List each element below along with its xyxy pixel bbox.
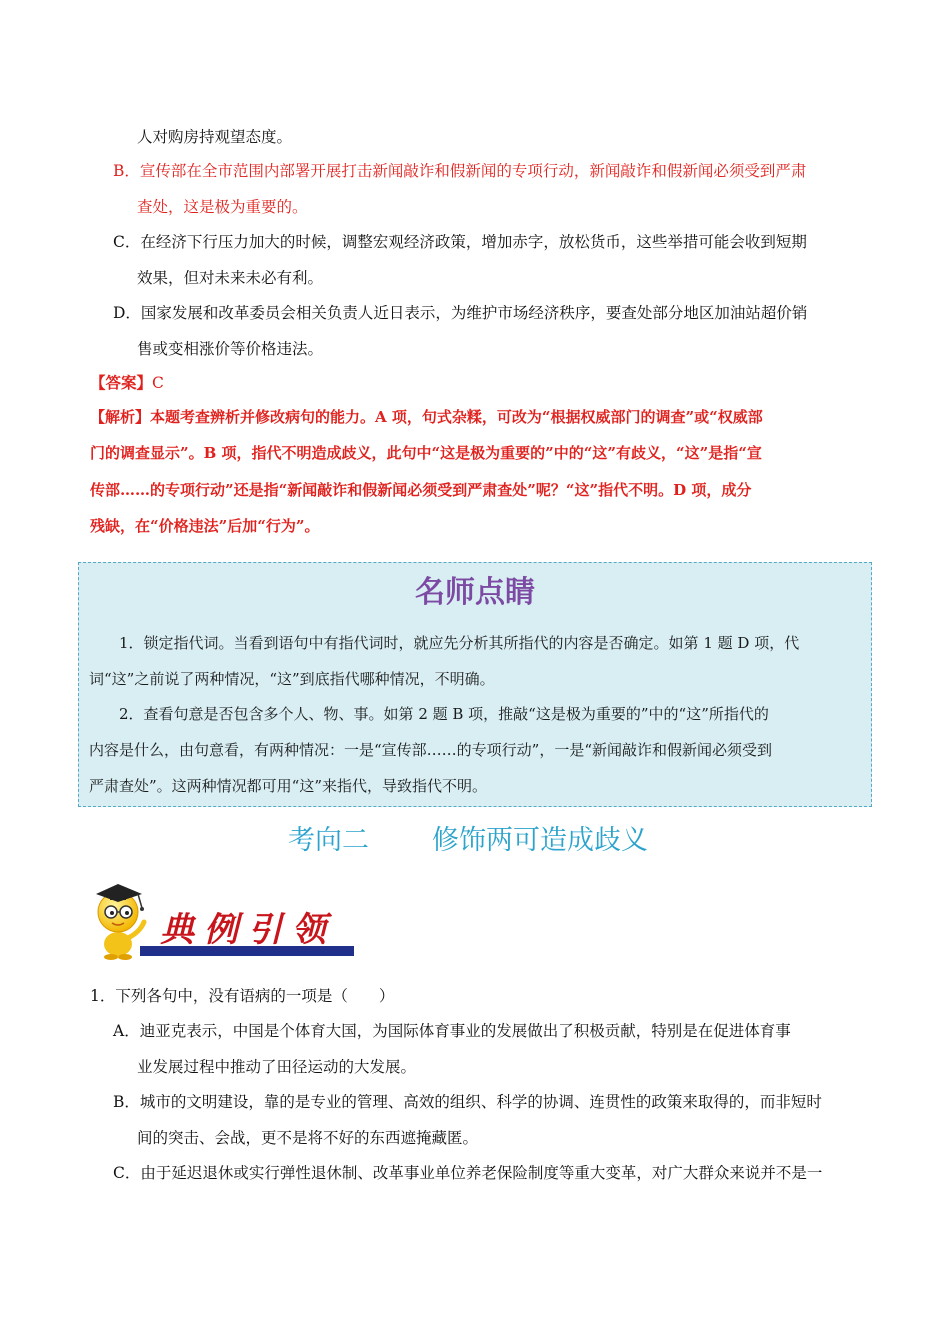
q1-option-a-line-1: A．迪亚克表示，中国是个体育大国，为国际体育事业的发展做出了积极贡献，特别是在促进体育事 [113,1022,791,1040]
q1-option-b-line-1: B．城市的文明建设，靠的是专业的管理、高效的组织、科学的协调、连贯性的政策来取得的，而非短时 [113,1093,822,1111]
analysis-line-1 [90,407,763,427]
option-b-line-1: B．宣传部在全市范围内部署开展打击新闻敲诈和假新闻的专项行动，新闻敲诈和假新闻必须受到严肃 [113,162,807,180]
option-d-line-1: D．国家发展和改革委员会相关负责人近日表示，为维护市场经济秩序，要查处部分地区加油站超价销 [113,304,808,322]
tip-p1-line-2: 词“这”之前说了两种情况，“这”到底指代哪种情况，不明确。 [89,670,495,688]
analysis-label: 【解析】 [90,408,151,426]
q1-option-c-line-1: C．由于延迟退休或实行弹性退休制、改革事业单位养老保险制度等重大变革，对广大群众来说并不是一 [113,1164,823,1182]
section-heading [0,818,950,858]
analysis-text-1: 本题考查辨析并修改病句的能力。A 项，句式杂糅，可改为“根据权威部门的调查”或“权威部 [150,408,763,426]
option-a-continuation: 人对购房持观望态度。 [137,128,293,146]
banner-title: 典例引领 [160,910,336,950]
q1-option-a-line-2: 业发展过程中推动了田径运动的大发展。 [137,1058,417,1076]
option-d-line-2: 售或变相涨价等价格违法。 [137,340,324,358]
tip-p2-line-1: 2．查看句意是否包含多个人、物、事。如第 2 题 B 项，推敲“这是极为重要的”中的“这”所指代的 [119,705,769,723]
q1-option-b-line-2: 间的突击、会战，更不是将不好的东西遮掩藏匿。 [137,1129,479,1147]
answer-label: 【答案】 [90,373,153,392]
analysis-line-2: 门的调查显示”。B 项，指代不明造成歧义，此句中“这是极为重要的”中的“这”有歧义，“这”是指“宣 [90,444,762,462]
tip-p2-line-2: 内容是什么，由句意看，有两种情况：一是“宣传部……的专项行动”，一是“新闻敲诈和假新闻必须受到 [89,741,773,759]
tip-p1-line-1: 1．锁定指代词。当看到语句中有指代词时，就应先分析其所指代的内容是否确定。如第 1 题 D 项，代 [119,634,800,652]
option-c-line-1: C．在经济下行压力加大的时候，调整宏观经济政策，增加赤字，放松货币，这些举措可能会收到短期 [113,233,807,251]
option-c-line-2: 效果，但对未来未必有利。 [137,269,324,287]
analysis-line-4: 残缺，在“价格违法”后加“行为”。 [90,517,320,535]
analysis-line-3: 传部……的专项行动”还是指“新闻敲诈和假新闻必须受到严肃查处”呢？“这”指代不明。D 项，成分 [90,481,752,499]
answer-value: C [152,374,164,392]
option-b-line-2: 查处，这是极为重要的。 [137,198,308,216]
tip-title: 名师点睛 [415,575,535,610]
question-1-stem: 1．下列各句中，没有语病的一项是（ ） [90,987,395,1005]
answer-line [90,373,164,393]
section-number: 考向二 [288,825,369,856]
section-title: 修饰两可造成歧义 [432,825,648,856]
teacher-tip-box [78,562,872,807]
tip-p2-line-3: 严肃查处”。这两种情况都可用“这”来指代，导致指代不明。 [89,777,488,795]
